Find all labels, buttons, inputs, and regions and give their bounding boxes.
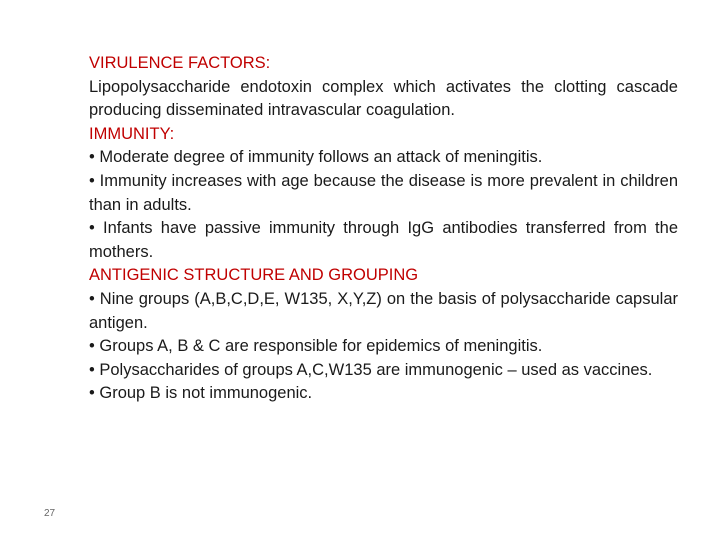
antigenic-heading: ANTIGENIC STRUCTURE AND GROUPING <box>89 266 419 285</box>
immunity-bullet-1: • Moderate degree of immunity follows an attack of meningitis. <box>89 148 543 167</box>
antigenic-bullet-2: • Groups A, B & C are responsible for epidemics of meningitis. <box>89 337 543 356</box>
immunity-bullet-2: • Immunity increases with age because the disease is more prevalent in children than in adults. <box>89 171 678 214</box>
slide-content <box>89 52 678 406</box>
virulence-heading: VIRULENCE FACTORS: <box>89 54 271 72</box>
immunity-heading: IMMUNITY: <box>89 124 175 143</box>
virulence-text: Lipopolysaccharide endotoxin complex which activates the clotting cascade producing disseminated intravascular coagulation. <box>89 77 678 120</box>
antigenic-bullet-3: • Polysaccharides of groups A,C,W135 are immunogenic – used as vaccines. <box>89 360 653 379</box>
antigenic-bullet-4: • Group B is not immunogenic. <box>89 384 313 403</box>
page-number: 27 <box>44 508 56 519</box>
antigenic-bullet-1: • Nine groups (A,B,C,D,E, W135, X,Y,Z) on the basis of polysaccharide capsular antigen. <box>89 289 678 332</box>
immunity-bullet-3: • Infants have passive immunity through IgG antibodies transferred from the mothers. <box>89 219 678 261</box>
